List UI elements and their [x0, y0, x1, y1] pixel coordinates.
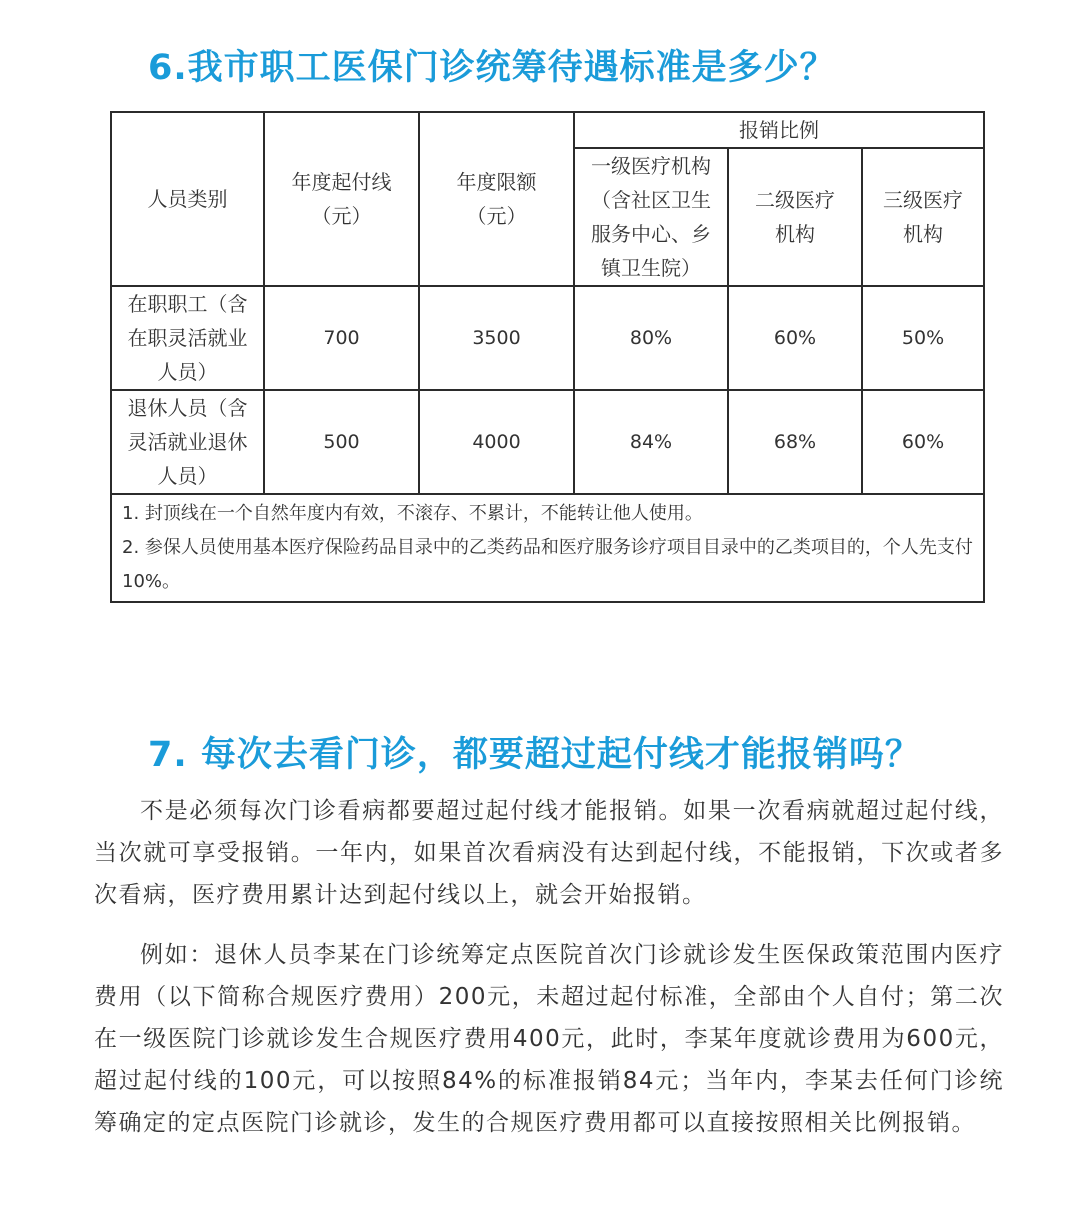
row-category: 在职职工（含在职灵活就业人员）	[111, 286, 264, 390]
paragraph-explanation: 不是必须每次门诊看病都要超过起付线才能报销。如果一次看病就超过起付线，当次就可享受报销。一年内，如果首次看病没有达到起付线，不能报销，下次或者多次看病，医疗费用累计达到起付线以上，就会开始报销。	[94, 798, 1004, 908]
note-cap-line: 1. 封顶线在一个自然年度内有效，不滚存、不累计，不能转让他人使用。	[122, 503, 703, 524]
row-annual-limit: 4000	[419, 390, 574, 494]
row-level3-ratio: 50%	[862, 286, 984, 390]
row-level2-ratio: 60%	[728, 286, 862, 390]
header-deductible: 年度起付线（元）	[264, 112, 419, 286]
row-deductible: 700	[264, 286, 419, 390]
row-annual-limit: 3500	[419, 286, 574, 390]
reimbursement-table	[110, 111, 985, 603]
table-notes	[111, 494, 984, 602]
header-reimbursement-ratio: 报销比例	[574, 112, 984, 148]
row-level1-ratio: 80%	[574, 286, 728, 390]
row-level3-ratio: 60%	[862, 390, 984, 494]
row-deductible: 500	[264, 390, 419, 494]
header-annual-limit: 年度限额（元）	[419, 112, 574, 286]
table-row	[111, 390, 984, 494]
header-category: 人员类别	[111, 112, 264, 286]
section-6-title: 6.我市职工医保门诊统筹待遇标准是多少？	[148, 48, 836, 88]
table-row	[111, 286, 984, 390]
row-level2-ratio: 68%	[728, 390, 862, 494]
header-level1-institution: 一级医疗机构（含社区卫生服务中心、乡镇卫生院）	[574, 148, 728, 286]
row-category: 退休人员（含灵活就业退休人员）	[111, 390, 264, 494]
note-class-b-items: 2. 参保人员使用基本医疗保险药品目录中的乙类药品和医疗服务诊疗项目目录中的乙类项目的，个人先支付 10%。	[122, 537, 973, 592]
header-level2-institution: 二级医疗机构	[728, 148, 862, 286]
header-level3-institution: 三级医疗机构	[862, 148, 984, 286]
row-level1-ratio: 84%	[574, 390, 728, 494]
paragraph-example: 例如：退休人员李某在门诊统筹定点医院首次门诊就诊发生医保政策范围内医疗费用（以下简称合规医疗费用）200元，未超过起付标准，全部由个人自付；第二次在一级医院门诊就诊发生合规医疗费用400元，此时，李某年度就诊费用为600元，超过起付线的100元，可以按照84%的标准报销84元；当年内，李某去任何门诊统筹确定的定点医院门诊就诊，发生的合规医疗费用都可以直接按照相关比例报销。	[94, 942, 1004, 1136]
section-7-title: 7. 每次去看门诊，都要超过起付线才能报销吗？	[148, 735, 921, 775]
